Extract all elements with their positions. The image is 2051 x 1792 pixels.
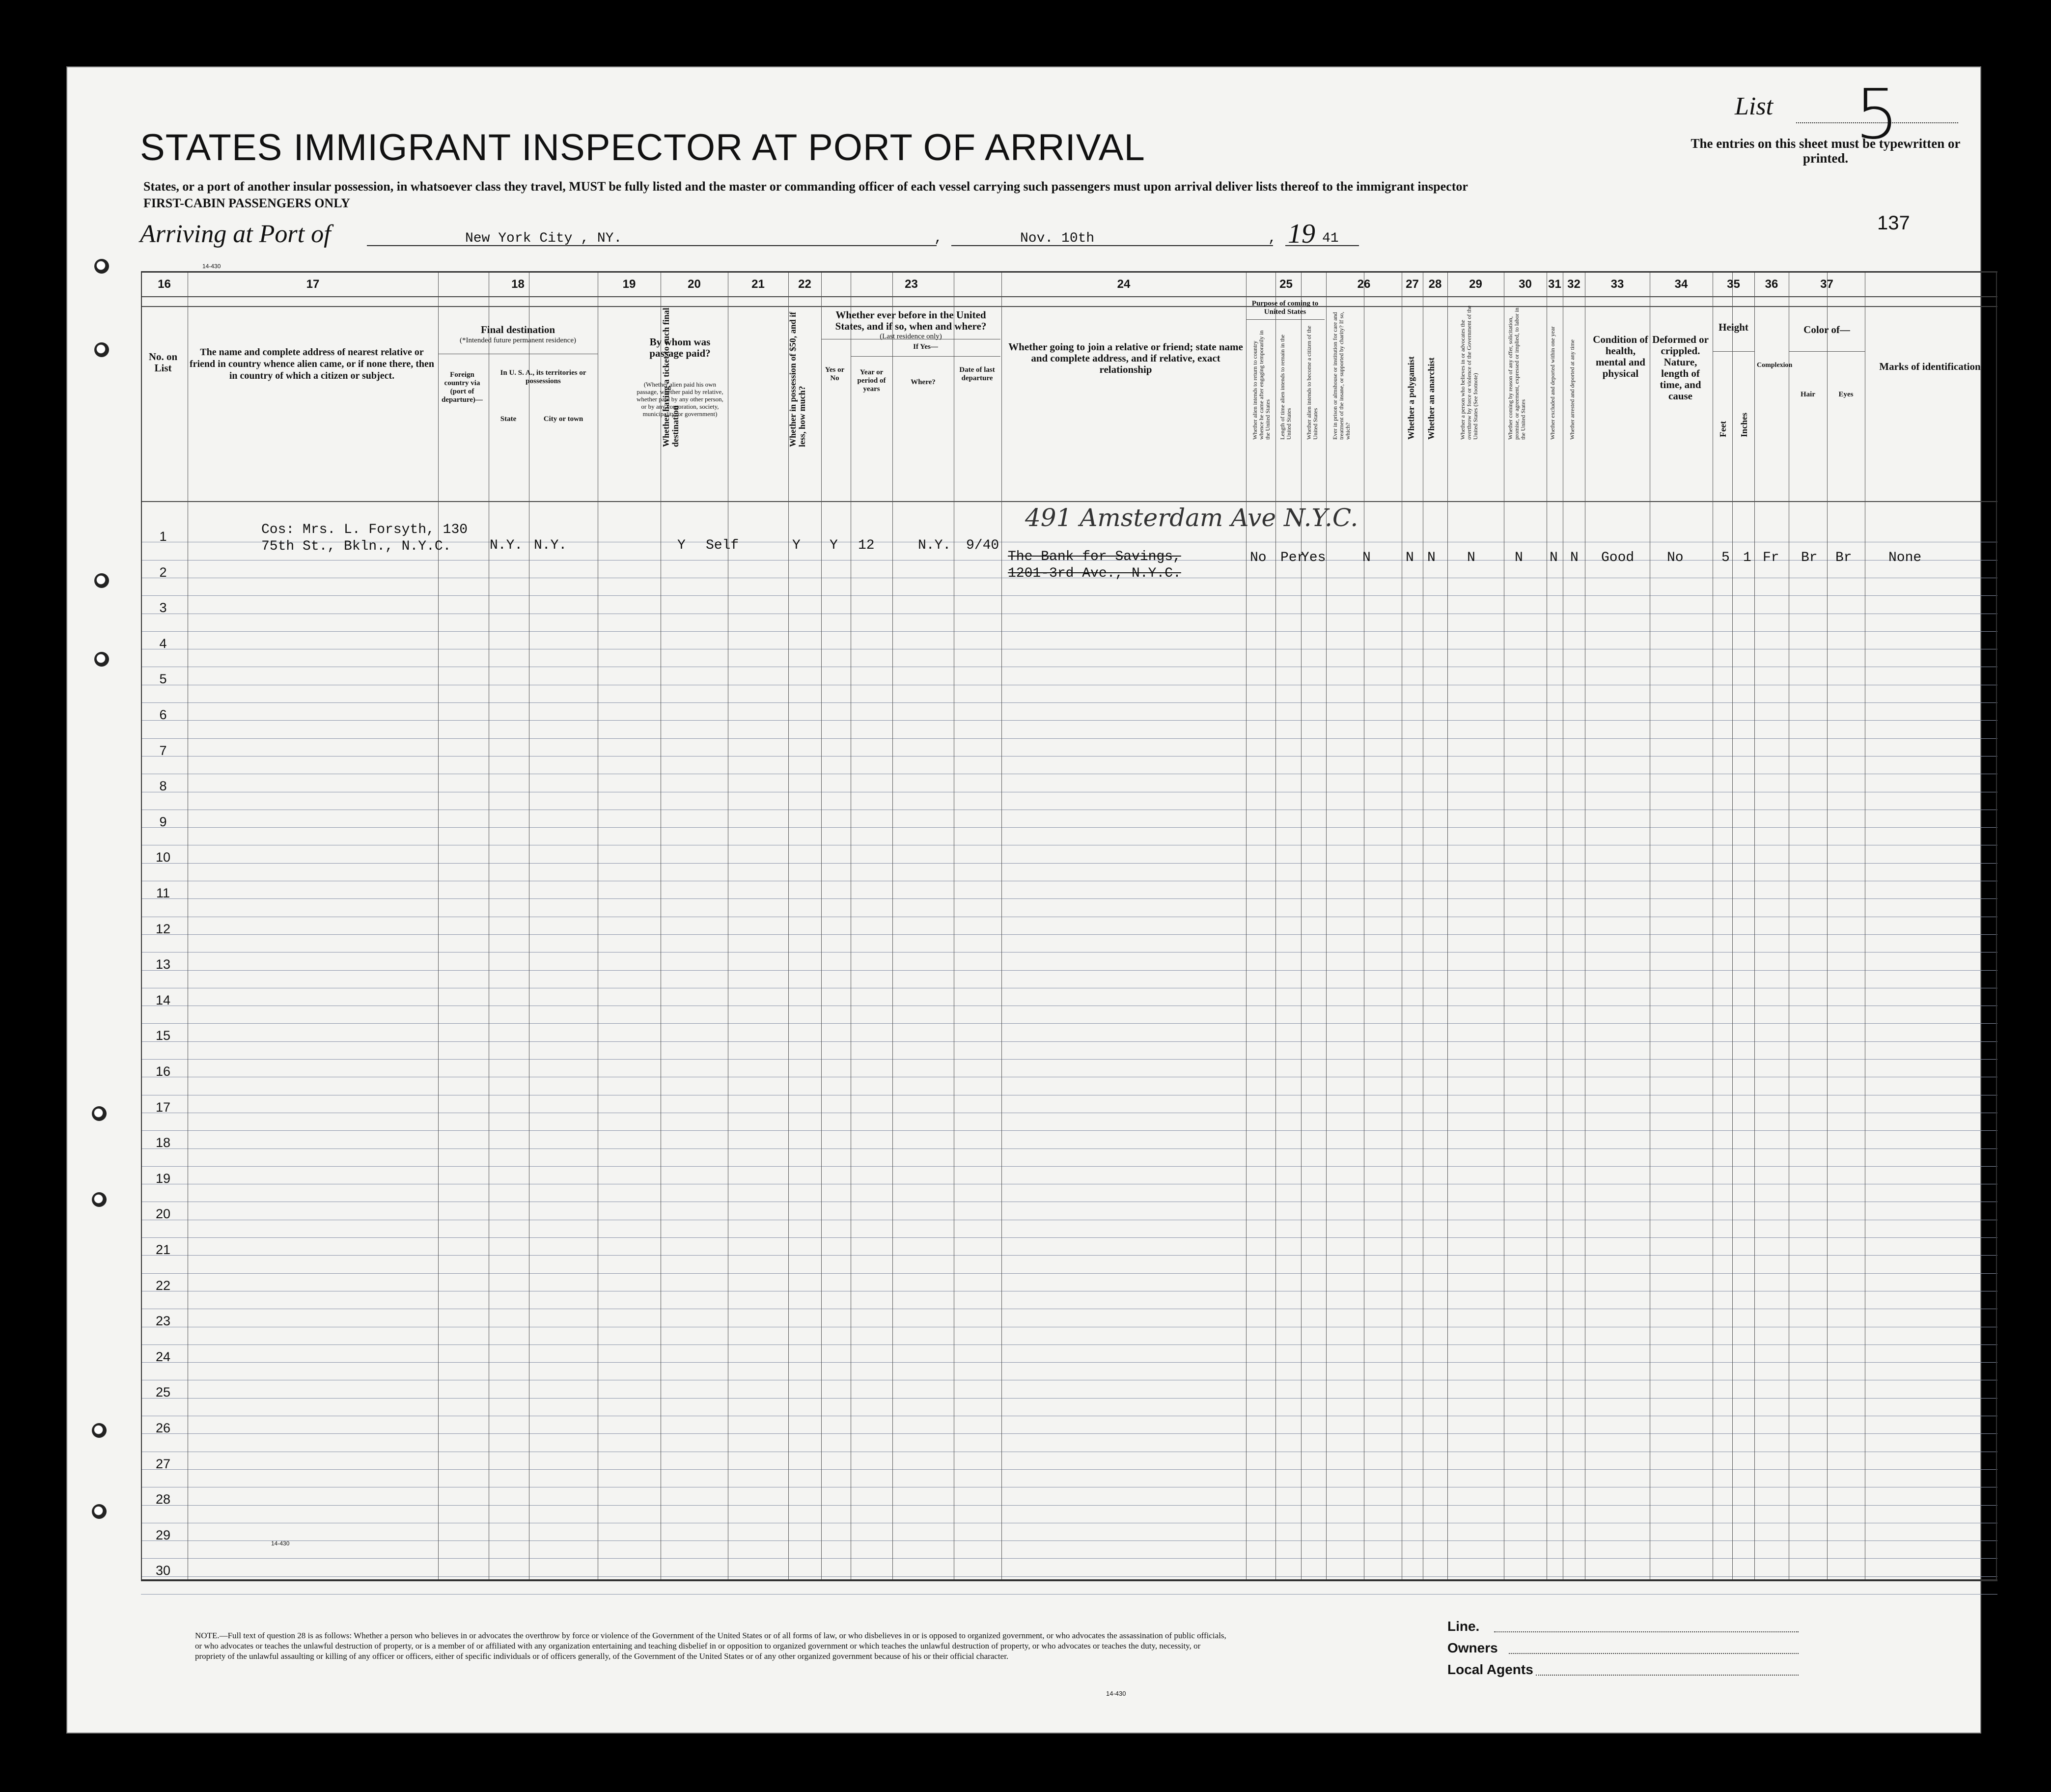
binder-hole	[92, 1423, 107, 1438]
column-number: 36	[1765, 278, 1778, 291]
row-guide	[141, 1362, 1997, 1363]
cell-departure: 9/40	[966, 538, 999, 553]
passenger-class: FIRST-CABIN PASSENGERS ONLY	[143, 196, 350, 210]
row-guide	[141, 1148, 1997, 1149]
row-number: 9	[159, 814, 167, 829]
list-number: 5	[1855, 75, 1899, 155]
row-number: 19	[155, 1171, 171, 1186]
row-rule	[141, 1023, 1997, 1024]
agents-label: Local Agents	[1447, 1662, 1533, 1677]
row-guide	[141, 934, 1997, 935]
header-eyes: Eyes	[1838, 391, 1854, 398]
row-rule	[141, 1558, 1997, 1559]
column-number: 35	[1727, 278, 1740, 291]
column-number: 24	[1117, 278, 1131, 291]
column-number: 32	[1567, 278, 1580, 291]
manifest-sheet: STATES IMMIGRANT INSPECTOR AT PORT OF ARRIVAL States, or a port of another insular possession, in whatsoever class they travel, MUST be fully listed and the master or commanding officer of each vessel carrying such passengers must upon arrival deliver lists thereof to the immigrant inspector FIRST-CABIN PASSENGERS ONLY List 5 The entries on this sheet must be typewritten or printed. 137 Arriving at Port of New York City , NY. , Nov. 10th , 19 41 14-430 16 17 18 19 20 21 22 23 24 25 26 27 28 29 30 31 32 33 34 35 36 37 No. on List The name and complete address of nearest relative or friend in country whence alien came, or if none there, then in country of which a citizen or subject. Final destination (*Intended future permanent residence) Foreign country via (port of departure)— In U. S. A., its territories or possessions State City or town Whether having a ticket to such final destination By whom was passage paid? (Whether alien paid his own passage, whether paid by relative, whether paid by any other person, or by any corporation, society, municipality, or government) Whether in possession of $50, and if less, how much? Whether ever before in the United States, and if so, when and where? (Last residence only) Yes or No If Yes— Year or period of years Where? Date of last departure Whether going to join a relative or friend; state name and complete address, and if relative, exact relationship Purpose of coming to United States Whether alien intends to return to country whence he came after engaging temporarily in the United States Length of time alien intends to remain in the United States Whether alien intends to become a citizen of the United States Ever in prison or almshouse or institution for care and treatment of the insane, or supported by charity? If so, which? Whether a polygamist Whether an anarchist Whether a person who believes in or advocates the overthrow by force or violence of the Government of the United States (See footnote) Whether coming by reason of any offer, solicitation, promise, or agreement, expressed or implied, to labor in the United States Whether excluded and deported within one year Whether arrested and deported at any time Condition of health, mental and physical Deformed or crippled. Nature, length of time, and cause Height Feet Inches Complexion Color of— Hair Eyes Marks of identification 1 2 3 4 5 6 7 8 9 10 11 12 13 14 15 16 17 18 19 20 21 22 23 24 25 26 27 28 29 30 Cos: Mrs. L. Forsyth, 130 75th St., Bkln., N.Y.C. N.Y. N.Y. Y Self Y Y 12 N.Y. 9/40 491 Amsterdam Ave N.Y.C. The Bank for Savings, 1201-3rd Ave., N.Y.C. No Per Yes N N N N N N N Good No 5 1 Fr Br Br None 14-430 NOTE.—Full text of question 28 is as follows: Whether a person who believes in or advocates the overthrow by force or violence of the Government of the United States or of all forms of law, or who disbelieves in or is opposed to organized government, or who advocates the assassination of public officials, or who advocates or teaches the unlawful destruction of property, or is a member of or affiliated with any organization entertaining and teaching disbelief in or opposition to organized government or which teaches the unlawful destruction of property, or who advocates or teaches the duty, necessity, or propriety of the unlawful assaulting or killing of any officer or officers, either of specific individuals or of officers generally, of the Government of the United States or of any other organized government because of his or their official character. 14-430 Line. Owners Local Agents	[66, 66, 1981, 1734]
cell-join-line2: 1201-3rd Ave., N.Y.C.	[1008, 566, 1181, 581]
column-number: 18	[511, 278, 525, 291]
cell-eyes: Br	[1835, 550, 1852, 565]
port-underline	[367, 245, 937, 246]
row-number: 16	[155, 1064, 171, 1079]
header-relative-address: The name and complete address of nearest relative or friend in country whence alien came, or if none there, then in country of which a citizen or subject.	[189, 347, 435, 381]
year-suffix: 41	[1322, 231, 1339, 246]
cell-return: No	[1250, 550, 1267, 565]
row-number: 17	[155, 1099, 171, 1115]
document-subtitle: States, or a port of another insular possession, in whatsoever class they travel, MUST be fully listed and the master or commanding officer of each vessel carrying such passengers must upon arrival deliver lists thereof to the immigrant inspector	[143, 179, 1468, 194]
column-rule	[1754, 273, 1755, 1579]
column-number: 17	[306, 278, 320, 291]
column-number: 23	[905, 278, 918, 291]
column-number: 30	[1519, 278, 1532, 291]
row-rule	[141, 702, 1997, 703]
cell-relative-line1: Cos: Mrs. L. Forsyth, 130	[261, 522, 468, 537]
row-guide	[141, 720, 1997, 721]
binder-hole	[94, 652, 109, 667]
cell-complexion: Fr	[1763, 550, 1779, 565]
column-rule	[1732, 273, 1733, 1579]
column-number: 25	[1279, 278, 1293, 291]
header-ticket: Whether having a ticket to such final destination	[661, 308, 680, 447]
row-number: 10	[155, 850, 171, 865]
owners-label: Owners	[1447, 1640, 1498, 1655]
header-before-note: (Last residence only)	[880, 333, 942, 340]
header-where: Where?	[911, 378, 936, 386]
header-years: Year or period of years	[857, 368, 886, 393]
cell-state: N.Y.	[490, 538, 523, 553]
column-rule	[1996, 273, 1997, 1579]
row-rule	[141, 631, 1997, 632]
header-deformed: Deformed or crippled. Nature, length of time, and cause	[1652, 334, 1709, 402]
header-fifty-dollars: Whether in possession of $50, and if less, how much?	[788, 311, 807, 447]
arriving-label: Arriving at Port of	[140, 220, 331, 248]
column-number: 28	[1428, 278, 1442, 291]
header-passage-note: (Whether alien paid his own passage, whether paid by relative, whether paid by any other person, or by any corporation, society, municipality, or government)	[637, 381, 723, 418]
document-title: STATES IMMIGRANT INSPECTOR AT PORT OF ARRIVAL	[140, 127, 1145, 168]
header-inches: Inches	[1739, 412, 1749, 437]
list-label: List	[1735, 92, 1774, 120]
row-rule	[141, 1166, 1997, 1167]
header-city: City or town	[543, 415, 583, 423]
row-rule	[141, 1594, 1997, 1595]
row-rule	[141, 1237, 1997, 1238]
header-final-destination-note: (*Intended future permanent residence)	[460, 336, 576, 344]
row-number: 5	[159, 672, 167, 687]
owners-signature-field	[1509, 1653, 1799, 1654]
column-rule	[788, 273, 789, 1579]
form-number-top: 14-430	[202, 263, 221, 270]
row-number: 23	[155, 1314, 171, 1329]
header-complexion: Complexion	[1757, 362, 1793, 369]
row-number: 3	[159, 600, 167, 616]
date-value: Nov. 10th	[1020, 231, 1095, 246]
row-number: 25	[155, 1385, 171, 1400]
header-length-stay: Length of time alien intends to remain in the United States	[1279, 335, 1292, 440]
cell-polygamist: N	[1406, 550, 1414, 565]
header-anarchist: Whether an anarchist	[1426, 357, 1436, 440]
form-number-bottom-left: 14-430	[271, 1540, 290, 1547]
row-number: 18	[155, 1135, 171, 1150]
cell-length: Per	[1280, 550, 1305, 565]
header-health: Condition of health, mental and physical	[1593, 334, 1648, 379]
column-rule	[892, 273, 893, 1579]
row-guide	[141, 1469, 1997, 1470]
binder-hole	[92, 1192, 107, 1207]
year-prefix: 19	[1288, 219, 1315, 249]
column-number: 22	[798, 278, 811, 291]
cell-deported: N	[1570, 550, 1579, 565]
manifest-table	[141, 271, 1997, 1581]
binder-hole	[92, 1106, 107, 1121]
cell-join-handwritten: 491 Amsterdam Ave N.Y.C.	[1025, 504, 1358, 532]
cell-feet: 5	[1721, 550, 1730, 565]
column-number: 21	[751, 278, 765, 291]
column-rule	[1827, 273, 1828, 1579]
cell-join-line1: The Bank for Savings,	[1008, 549, 1181, 564]
cell-paid-by: Self	[706, 538, 739, 553]
row-number: 21	[155, 1242, 171, 1257]
header-marks: Marks of identification	[1879, 361, 1981, 372]
column-number: 31	[1548, 278, 1561, 291]
cell-years: 12	[858, 538, 875, 553]
header-feet: Feet	[1718, 421, 1728, 437]
cell-where: N.Y.	[918, 538, 951, 553]
row-number: 8	[159, 779, 167, 794]
row-rule	[141, 1130, 1997, 1131]
column-number: 19	[622, 278, 636, 291]
row-guide	[141, 1576, 1997, 1577]
column-number: 29	[1469, 278, 1482, 291]
column-number: 20	[688, 278, 701, 291]
header-passage-paid: By whom was passage paid?	[649, 336, 711, 359]
column-rule	[1326, 273, 1327, 1579]
header-foreign-country: Foreign country via (port of departure)—	[442, 371, 483, 404]
date-underline	[951, 245, 1273, 246]
footnote-question-28: NOTE.—Full text of question 28 is as follows: Whether a person who believes in or advocates the overthrow by force or violence of the Government of the United States or of all forms of law, or who disbelieves in or is opposed to organized government, or who advocates the assassination of public officials, or who advocates or teaches the unlawful destruction of property, or is a member of or affiliated with any organization entertaining and teaching disbelief in or opposition to organized government or which teaches the unlawful destruction of property, or who advocates or teaches the duty, necessity, or propriety of the unlawful assaulting or killing of any officer or officers, either of specific individuals or of officers generally, of the Government of the United States or of any other organized government because of his or their official character.	[195, 1631, 1226, 1661]
agents-signature-field	[1536, 1675, 1799, 1676]
header-final-destination: Final destination	[480, 324, 555, 336]
column-rule	[821, 273, 822, 1579]
header-deported: Whether arrested and deported at any time	[1569, 339, 1576, 440]
header-become-citizen: Whether alien intends to become a citizen of the United States	[1305, 326, 1319, 440]
cell-relative-line2: 75th St., Bkln., N.Y.C.	[261, 539, 451, 554]
header-overthrow: Whether a person who believes in or advocates the overthrow by force or violence of the Government of the United States (See footnote)	[1459, 306, 1479, 440]
row-rule	[141, 738, 1997, 739]
binder-hole	[94, 259, 109, 274]
header-yes-no: Yes or No	[825, 366, 845, 382]
row-number: 4	[159, 636, 167, 651]
row-number: 14	[155, 992, 171, 1008]
header-in-usa: In U. S. A., its territories or possessions	[500, 369, 586, 385]
cell-hair: Br	[1801, 550, 1818, 565]
cell-city: N.Y.	[534, 538, 567, 553]
row-rule	[141, 1344, 1997, 1345]
header-return: Whether alien intends to return to country whence he came after engaging temporarily in the United States	[1251, 330, 1271, 440]
column-number: 26	[1357, 278, 1371, 291]
row-number: 28	[155, 1492, 171, 1507]
row-guide	[141, 1255, 1997, 1256]
cell-before: Y	[830, 538, 838, 553]
row-number: 11	[156, 886, 170, 900]
header-height: Height	[1718, 321, 1748, 333]
subheader-rule	[851, 356, 1000, 357]
row-number: 27	[155, 1456, 171, 1471]
row-number: 7	[159, 743, 167, 758]
column-rule	[1447, 273, 1448, 1579]
header-excluded: Whether excluded and deported within one year	[1549, 326, 1556, 440]
row-number: 13	[155, 957, 171, 972]
row-number: 2	[159, 564, 167, 580]
page-number: 137	[1877, 212, 1910, 234]
header-before-in-us: Whether ever before in the United States, and if so, when and where?	[835, 309, 987, 332]
header-bottom-rule	[141, 501, 1997, 502]
binder-hole	[92, 1504, 107, 1519]
binder-hole	[94, 342, 109, 357]
row-guide	[141, 1041, 1997, 1042]
row-number: 15	[155, 1028, 171, 1043]
column-rule	[1001, 273, 1002, 1579]
row-guide	[141, 1398, 1997, 1399]
row-number: 1	[159, 529, 167, 544]
column-rule	[438, 273, 439, 1579]
column-rule	[1301, 273, 1302, 1579]
row-number: 26	[155, 1421, 171, 1435]
cell-labor: N	[1515, 550, 1523, 565]
row-rule	[141, 1273, 1997, 1274]
row-number: 12	[155, 921, 171, 936]
binder-hole	[94, 573, 109, 588]
header-join-relative: Whether going to join a relative or friend; state name and complete address, and if relative, exact relationship	[1008, 341, 1243, 375]
row-guide	[141, 1540, 1997, 1541]
subheader-rule	[1246, 319, 1325, 320]
column-number: 27	[1406, 278, 1419, 291]
row-guide	[141, 1433, 1997, 1434]
column-number: 37	[1820, 278, 1833, 291]
cell-health: Good	[1601, 550, 1635, 565]
row-number: 20	[155, 1206, 171, 1222]
header-prison: Ever in prison or almshouse or institution for care and treatment of the insane, or supported by charity? If so, which?	[1331, 311, 1351, 440]
header-date-departure: Date of last departure	[959, 366, 995, 382]
cell-citizen: Yes	[1301, 550, 1326, 565]
port-value: New York City , NY.	[465, 231, 622, 246]
cell-excluded: N	[1550, 550, 1558, 565]
header-polygamist: Whether a polygamist	[1406, 356, 1416, 440]
header-purpose: Purpose of coming to United States	[1251, 300, 1319, 316]
list-note: The entries on this sheet must be typewritten or printed.	[1691, 136, 1961, 166]
header-color-of: Color of—	[1803, 324, 1850, 336]
header-hair: Hair	[1801, 391, 1815, 398]
header-no-on-list: No. on List	[148, 351, 178, 374]
row-guide	[141, 898, 1997, 899]
row-number: 22	[155, 1278, 171, 1293]
form-number-footer: 14-430	[1106, 1690, 1126, 1697]
line-signature-field	[1494, 1631, 1799, 1632]
column-rule	[1275, 273, 1276, 1579]
row-guide	[141, 863, 1997, 864]
row-guide	[141, 1505, 1997, 1506]
row-number: 29	[155, 1527, 171, 1542]
column-number: 33	[1610, 278, 1624, 291]
row-rule	[141, 1059, 1997, 1060]
header-labor-offer: Whether coming by reason of any offer, solicitation, promise, or agreement, expressed or implied, to labor in the United States	[1507, 308, 1526, 440]
cell-ticket: Y	[677, 538, 686, 553]
column-number: 16	[158, 278, 171, 291]
header-if-yes: If Yes—	[913, 343, 938, 351]
row-number: 24	[155, 1349, 171, 1364]
header-rule	[141, 296, 1997, 297]
cell-marks: None	[1888, 550, 1922, 565]
cell-overthrow: N	[1467, 550, 1475, 565]
header-state: State	[500, 415, 517, 423]
header-rule	[141, 306, 1997, 307]
line-label: Line.	[1447, 1619, 1480, 1634]
row-guide	[141, 827, 1997, 828]
column-number: 34	[1674, 278, 1688, 291]
row-guide	[141, 970, 1997, 971]
cell-inches: 1	[1743, 550, 1751, 565]
row-rule	[141, 595, 1997, 596]
row-number: 30	[155, 1563, 171, 1578]
cell-fifty: Y	[792, 538, 801, 553]
year-underline	[1285, 245, 1359, 246]
cell-deformed: No	[1667, 550, 1684, 565]
cell-prison: N	[1362, 550, 1371, 565]
cell-anarchist: N	[1427, 550, 1436, 565]
subheader-rule	[1713, 351, 1754, 352]
column-rule	[1246, 273, 1247, 1579]
row-number: 6	[159, 707, 167, 722]
